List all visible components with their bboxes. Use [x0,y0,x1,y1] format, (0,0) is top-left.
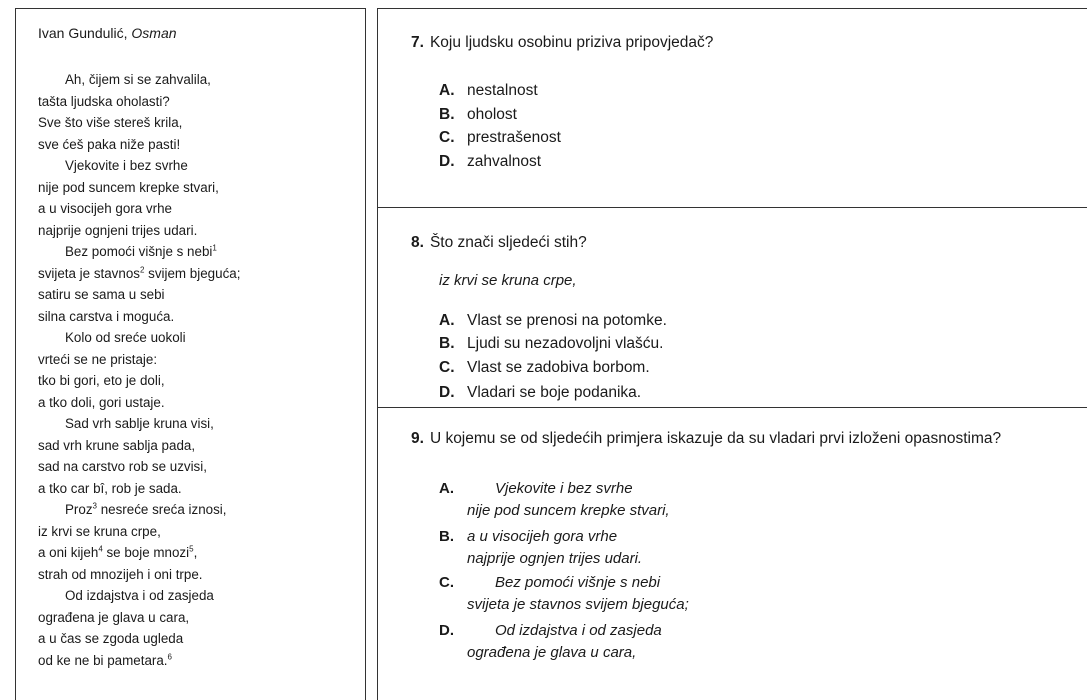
poem-line-text: od ke ne bi pametara. [38,652,168,668]
option-letter: C. [439,574,454,591]
poem-line [38,607,240,629]
option-letter: C. [439,359,455,376]
poem-line-text: Proz [65,502,93,517]
q9-option-b[interactable] [439,526,642,570]
poem-line [38,155,240,177]
option-letter: B. [439,528,454,545]
option-verse-line-1: Bez pomoći višnje s nebi [495,574,661,591]
poem-line [38,327,240,349]
poem-line [38,220,240,242]
poem-line-text: sve ćeš paka niže pasti! [38,136,181,152]
poem-header [38,25,177,41]
divider-q7-q8 [377,207,1087,208]
poem-line-text: Vjekovite i bez svrhe [65,158,188,173]
question-number: 8. [411,234,424,251]
poem-text [38,69,240,671]
poem-line [38,349,240,371]
poem-line [38,564,240,586]
footnote-marker: 2 [139,265,145,275]
footnote-marker: 1 [212,243,217,253]
poem-line-text: a tko doli, gori ustaje. [38,394,165,410]
poem-line-text: tko bi gori, eto je doli, [38,373,165,388]
poem-line-text: Kolo od sreće uokoli [65,330,186,345]
poem-line-text: najprije ognjeni trijes udari. [38,222,198,238]
poem-line-text: a u čas se zgoda ugleda [38,631,184,646]
poem-line [38,521,240,543]
q9-option-d[interactable] [439,620,662,664]
option-verse-line-2: svijeta je stavnos svijem bjeguća; [467,596,689,613]
option-letter: B. [439,106,455,123]
option-verse-line-1: Vjekovite i bez svrhe [495,480,633,497]
question-7 [411,34,713,52]
question-text: U kojemu se od sljedećih primjera iskazuje da su vladari prvi izloženi opasnostima? [429,430,1002,447]
poem-line [38,284,240,306]
poem-line [38,456,240,478]
footnote-marker: 3 [92,501,97,511]
q8-option-c[interactable] [439,359,650,377]
option-text: nestalnost [467,82,538,99]
q7-option-d[interactable] [439,153,541,171]
poem-line-text: tašta ljudska oholasti? [38,93,170,109]
poem-line [38,263,240,285]
poem-line-text: se boje mnozi [102,545,190,560]
poem-line-text: silna carstva i moguća. [38,308,175,324]
footnote-marker: 6 [167,652,172,662]
option-letter: C. [439,129,455,146]
poem-line-text: Od izdajstva i od zasjeda [65,588,214,603]
option-text: Vladari se boje podanika. [467,384,642,401]
option-text: Ljudi su nezadovoljni vlašću. [467,335,664,352]
poem-line-text: svijem bjeguća; [144,265,241,281]
option-verse-line-2: ograđena je glava u cara, [467,644,637,661]
option-verse-line-1: Od izdajstva i od zasjeda [495,622,662,639]
question-number: 9. [411,430,424,447]
poem-line [38,241,240,263]
poem-line [38,650,240,672]
option-verse-line-1: a u visocijeh gora vrhe [467,528,618,545]
question-9 [411,430,1001,448]
option-verse-line-2: najprije ognjen trijes udari. [467,550,643,567]
poem-line-text: , [193,545,198,560]
poem-line [38,478,240,500]
poem-line-text: satiru se sama u sebi [38,287,165,302]
q7-option-b[interactable] [439,106,517,124]
poem-line [38,628,240,650]
poem-line-text: Sve što više stereš krila, [38,115,183,130]
option-letter: D. [439,153,455,170]
poem-author: Ivan Gundulić, [38,25,128,41]
option-text: oholost [467,106,517,123]
poem-line [38,585,240,607]
question-text: Koju ljudsku osobinu priziva pripovjedač? [429,34,714,51]
poem-line [38,198,240,220]
poem-line [38,134,240,156]
q7-option-c[interactable] [439,129,561,147]
option-letter: A. [439,82,455,99]
poem-line-text: sad na carstvo rob se uzvisi, [38,459,207,474]
q7-option-a[interactable] [439,82,538,100]
poem-line-text: ograđena je glava u cara, [38,609,190,625]
footnote-marker: 4 [98,544,103,554]
poem-line-text: nije pod suncem krepke stvari, [38,179,219,195]
poem-line [38,435,240,457]
option-letter: A. [439,480,454,497]
footnote-marker: 5 [189,544,194,554]
divider-q8-q9 [377,407,1087,408]
option-text: Vlast se prenosi na potomke. [467,312,667,329]
poem-line [38,413,240,435]
poem-line-text: Bez pomoći višnje s nebi [65,244,213,259]
poem-line-text: nesreće sreća iznosi, [97,502,227,517]
question-number: 7. [411,34,424,51]
option-letter: B. [439,335,455,352]
q9-option-c[interactable] [439,572,689,616]
poem-line-text: strah od mnozijeh i oni trpe. [38,566,203,582]
poem-line-text: Sad vrh sablje kruna visi, [65,416,214,431]
poem-line [38,392,240,414]
q9-option-a[interactable] [439,478,670,522]
poem-panel [15,8,366,700]
poem-line-text: iz krvi se kruna crpe, [38,523,161,539]
poem-line-text: Ah, čijem si se zahvalila, [65,72,211,87]
poem-line-text: a tko car bî, rob je sada. [38,480,182,496]
q8-option-b[interactable] [439,335,663,353]
option-verse-line-2: nije pod suncem krepke stvari, [467,502,670,519]
poem-line [38,499,240,521]
option-letter: D. [439,384,455,401]
poem-line [38,69,240,91]
poem-line-text: vrteći se ne pristaje: [38,351,158,367]
option-text: zahvalnost [467,153,542,170]
option-text: Vlast se zadobiva borbom. [467,359,650,376]
poem-line [38,112,240,134]
poem-line-text: a oni kijeh [38,545,99,560]
q8-option-a[interactable] [439,312,667,330]
poem-line [38,91,240,113]
option-letter: D. [439,622,454,639]
question-8 [411,234,587,252]
poem-line [38,542,240,564]
q8-option-d[interactable] [439,384,641,402]
question-text: Što znači sljedeći stih? [429,234,587,251]
q8-quoted-verse: iz krvi se kruna crpe, [439,272,577,289]
poem-line [38,177,240,199]
poem-line-text: a u visocijeh gora vrhe [38,201,172,216]
poem-line [38,306,240,328]
poem-title: Osman [131,25,177,41]
poem-line-text: sad vrh krune sablja pada, [38,437,196,453]
poem-line-text: svijeta je stavnos [38,265,140,281]
option-letter: A. [439,312,455,329]
option-text: prestrašenost [467,129,561,146]
poem-line [38,370,240,392]
